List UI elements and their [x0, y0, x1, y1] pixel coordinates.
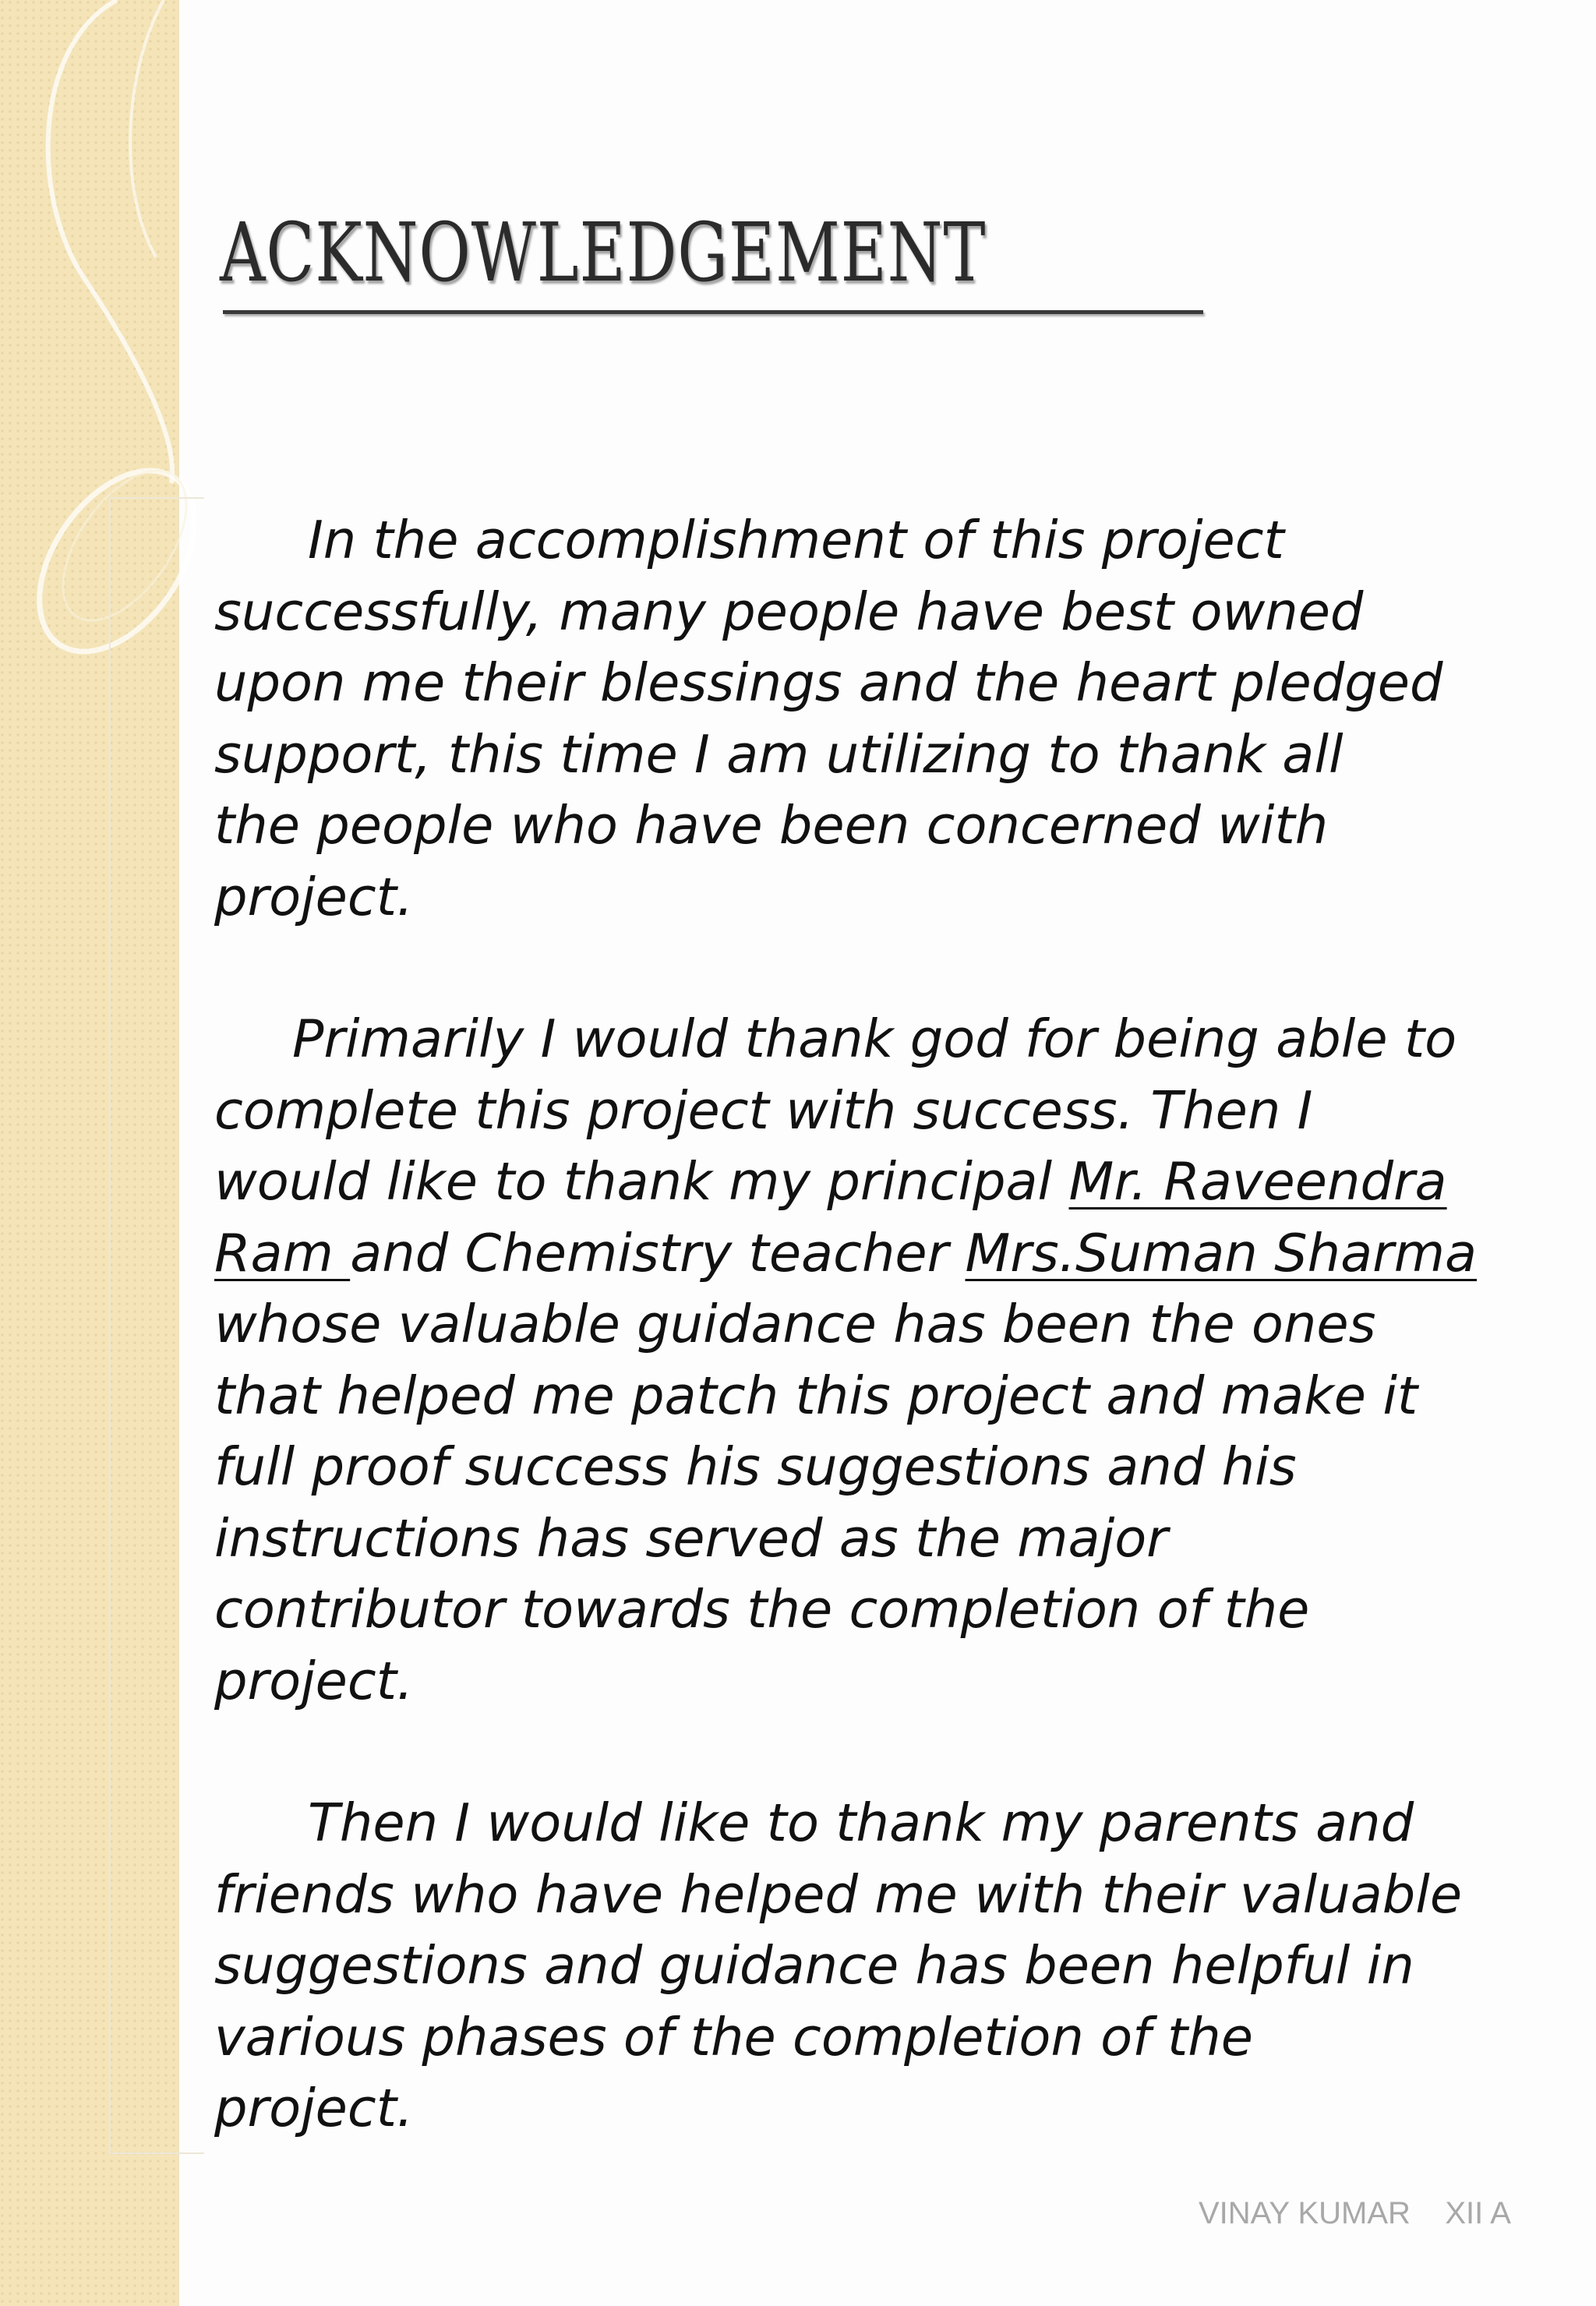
text-line: [214, 1146, 1539, 1218]
text-line: that helped me patch this project and make it: [214, 1365, 1418, 1426]
principal-name: Mr. Raveendra: [1068, 1151, 1447, 1212]
page-title: ACKNOWLEDGEMENT: [220, 205, 987, 300]
text-line: support, this time I am utilizing to thank all: [214, 723, 1344, 785]
text-line: Primarily I would thank god for being able to: [292, 1008, 1457, 1069]
text-line: project.: [214, 1650, 414, 1711]
text-line: [214, 1218, 1539, 1290]
text-fragment: would like to thank my principal: [214, 1151, 1069, 1212]
footer-author: VINAY KUMAR: [1199, 2196, 1411, 2230]
text-line: the people who have been concerned with: [214, 795, 1329, 856]
acknowledgement-body: [214, 505, 1539, 2145]
paragraph-thanks-teachers: [214, 1004, 1539, 1717]
text-line: whose valuable guidance has been the ones: [214, 1294, 1376, 1354]
footer-spacer: [1411, 2196, 1445, 2230]
text-line: upon me their blessings and the heart pledged: [214, 652, 1443, 713]
text-line: project.: [214, 2078, 414, 2138]
text-line: full proof success his suggestions and his: [214, 1436, 1297, 1497]
text-line: successfully, many people have best owned: [214, 581, 1364, 642]
title-underline: [223, 310, 1203, 314]
text-fragment: and Chemistry teacher: [350, 1222, 966, 1284]
text-line: complete this project with success. Then I: [214, 1079, 1313, 1141]
text-line: friends who have helped me with their valuable: [214, 1863, 1463, 1925]
paragraph-thanks-parents: [214, 1788, 1539, 2145]
text-line: instructions has served as the major: [214, 1507, 1168, 1569]
decorative-frame: [109, 497, 204, 2154]
text-line: various phases of the completion of the: [214, 2006, 1253, 2068]
text-line: Then I would like to thank my parents and: [308, 1792, 1414, 1853]
footer-class: XII A: [1445, 2196, 1511, 2230]
footer: [1199, 2196, 1511, 2231]
text-line: project.: [214, 866, 414, 927]
paragraph-intro: [214, 505, 1539, 933]
text-line: In the accomplishment of this project: [308, 510, 1284, 570]
principal-name-cont: Ram: [214, 1222, 351, 1284]
text-line: suggestions and guidance has been helpful in: [214, 1935, 1414, 1996]
teacher-name: Mrs.Suman Sharma: [965, 1222, 1478, 1284]
text-line: contributor towards the completion of the: [214, 1579, 1310, 1640]
